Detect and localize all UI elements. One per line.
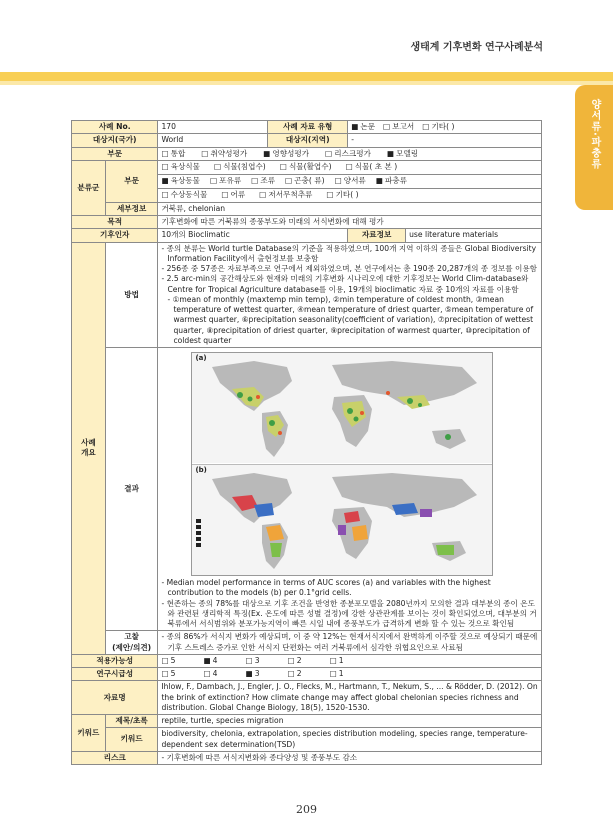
method-item: - 256종 중 57종은 자료부족으로 연구에서 제외하였으며, 본 연구에서는 총 190종 20,287개의 종 정보를 이용함 bbox=[161, 264, 538, 273]
page-header bbox=[0, 0, 613, 72]
unchecked-box-icon: □ bbox=[203, 669, 211, 678]
reference-value: Ihlow, F., Dambach, J., Engler, J. O., Flecks, M., Hartmann, T., Nekum, S., ... & Rödder, D. (2012). On the brink of extinction? How climate change may affect global chelonian species richness and distribution. Global Change Biology, 18(5), 1520-1530. bbox=[158, 681, 542, 715]
map-panel-a bbox=[192, 353, 492, 463]
checkbox-option[interactable] bbox=[383, 122, 414, 132]
checkbox-option-label: 육상동물 bbox=[170, 176, 200, 186]
checkbox-option[interactable] bbox=[285, 176, 325, 186]
case-table bbox=[71, 120, 542, 765]
checkbox-option[interactable] bbox=[376, 176, 407, 186]
checked-box-icon: ■ bbox=[203, 655, 211, 665]
checkbox-option[interactable] bbox=[330, 656, 344, 666]
checkbox-option[interactable] bbox=[161, 176, 200, 186]
checkbox-option-label: 4 bbox=[212, 669, 218, 678]
checkbox-option-label: 리스크평가 bbox=[334, 148, 371, 158]
unchecked-box-icon: □ bbox=[334, 176, 342, 186]
checkbox-option[interactable] bbox=[351, 122, 375, 132]
unchecked-box-icon: □ bbox=[161, 669, 169, 678]
checkbox-option[interactable] bbox=[203, 656, 217, 666]
checkbox-option-label: 영향성평가 bbox=[272, 148, 310, 158]
unchecked-box-icon: □ bbox=[285, 176, 293, 186]
checkbox-option[interactable] bbox=[335, 176, 366, 186]
keywords-kw-label: 키워드 bbox=[105, 728, 158, 752]
checkbox-option-label: 식물(침엽수) bbox=[223, 162, 266, 172]
checked-box-icon: ■ bbox=[263, 148, 271, 158]
unchecked-box-icon: □ bbox=[161, 655, 169, 665]
unchecked-box-icon: □ bbox=[161, 148, 169, 158]
region-value: - bbox=[348, 134, 542, 147]
checkbox-option-label: 1 bbox=[338, 669, 344, 678]
method-item: - 종의 분류는 World turtle Database의 기준을 적용하였으며, 100개 지역 이하의 종들은 Global Biodiversity Information Facility에서 출현정보를 보충함 bbox=[161, 243, 537, 263]
unchecked-box-icon: □ bbox=[329, 669, 337, 678]
checkbox-option[interactable] bbox=[330, 669, 344, 679]
checkbox-option-label: 4 bbox=[212, 655, 218, 665]
checkbox-option[interactable] bbox=[203, 669, 217, 679]
checkbox-option[interactable] bbox=[326, 190, 358, 200]
header-title: 생태계 기후변화 연구사례분석 bbox=[410, 42, 543, 53]
checkbox-option[interactable] bbox=[346, 162, 398, 172]
purpose-label: 목적 bbox=[72, 216, 158, 229]
unchecked-box-icon: □ bbox=[422, 122, 430, 131]
unchecked-box-icon: □ bbox=[209, 176, 218, 186]
discussion-item: - 종의 86%가 서식지 변화가 예상되며, 이 중 약 12%는 현재서식지에서 완벽하게 이주할 것으로 예상되기 때문에 기후 스트레스 증가로 인한 서식지 단편화는 여러 거북류에서 심각한 위협요인으로 사료됨 bbox=[161, 632, 538, 652]
checkbox-option-label: 3 bbox=[254, 655, 260, 665]
checkbox-option-label: 기타( ) bbox=[335, 190, 359, 200]
result-figure bbox=[191, 352, 493, 576]
checkbox-option[interactable] bbox=[259, 190, 312, 200]
reference-label: 자료명 bbox=[72, 681, 158, 715]
taxon-label: 분류군 bbox=[72, 160, 106, 215]
chapter-side-tab[interactable] bbox=[575, 85, 613, 210]
checkbox-option[interactable] bbox=[288, 669, 302, 679]
checked-box-icon: ■ bbox=[375, 176, 383, 186]
section-label: 부문 bbox=[72, 147, 158, 160]
checkbox-option-label: 5 bbox=[170, 669, 176, 678]
unchecked-box-icon: □ bbox=[287, 669, 295, 678]
purpose-value: 기후변화에 따른 거북류의 종풍부도와 미래의 서식변화에 대해 평가 bbox=[158, 216, 542, 229]
unchecked-box-icon: □ bbox=[259, 190, 267, 200]
result-item: - 현존하는 종의 78%를 대상으로 기후 조건을 반영한 종분포모델을 2080년까지 모의한 결과 대부분의 종이 온도와 관련된 생리학적 특징(Ex. 온도에 따른 성별 결정)에 강한 상관관계를 보이는 것이 확인되었으며, 대부분의 거북류에서 서식범위와 분포가능지역이 빠른 시일 내에 종풍부도가 급격하게 변화 할 수 있는 것으로 확인됨 bbox=[161, 598, 537, 628]
case-no-label: 사례 No. bbox=[72, 121, 158, 134]
checked-box-icon: ■ bbox=[161, 176, 169, 186]
checkbox-option-label: 식물( 초 본 ) bbox=[354, 162, 398, 172]
climate-factor-label: 기후인자 bbox=[72, 229, 158, 242]
keywords-title-label: 제목/초록 bbox=[105, 715, 158, 728]
unchecked-box-icon: □ bbox=[201, 148, 209, 158]
method-label: 방법 bbox=[105, 242, 158, 348]
checkbox-option[interactable] bbox=[201, 149, 247, 159]
checkbox-option[interactable] bbox=[280, 162, 332, 172]
keywords-title-value: reptile, turtle, species migration bbox=[158, 715, 542, 728]
unchecked-box-icon: □ bbox=[245, 655, 253, 665]
unchecked-box-icon: □ bbox=[221, 190, 229, 200]
overview-label: 사례 개요 bbox=[72, 242, 106, 654]
method-item: - ①mean of monthly (maxtemp min temp), ②min temperature of coldest month, ③mean temperature of wettest quarter, ④mean temperature of driest quarter, ⑤mean temperature of warmest quarter, ⑥precipitation seasonality(coefficient of variation), ⑦precipitation of wettest quarter, ⑧precipitation of driest quarter, ⑨precipitation of warmest quarter, ⑩precipitation of coldest quarter bbox=[167, 294, 534, 345]
urgency-label: 연구시급성 bbox=[72, 668, 158, 681]
taxon-row-1 bbox=[158, 160, 542, 174]
checkbox-option[interactable] bbox=[325, 149, 371, 159]
checkbox-option[interactable] bbox=[246, 669, 260, 679]
header-stripe bbox=[0, 72, 613, 81]
checkbox-option-label: 파충류 bbox=[384, 176, 407, 186]
checkbox-option[interactable] bbox=[161, 149, 185, 159]
urgency-options bbox=[158, 668, 542, 681]
checkbox-option[interactable] bbox=[161, 656, 175, 666]
checkbox-option-label: 어류 bbox=[230, 190, 246, 200]
header-stripe-light bbox=[0, 81, 613, 85]
checked-box-icon: ■ bbox=[351, 122, 359, 131]
checkbox-option-label: 조류 bbox=[260, 176, 276, 186]
checkbox-option[interactable] bbox=[210, 176, 241, 186]
unchecked-box-icon: □ bbox=[279, 162, 287, 172]
section-options bbox=[158, 147, 542, 160]
unchecked-box-icon: □ bbox=[325, 148, 333, 158]
taxon-sub-label: 부문 bbox=[105, 160, 158, 202]
unchecked-box-icon: □ bbox=[383, 122, 391, 131]
checkbox-option[interactable] bbox=[246, 656, 260, 666]
checkbox-option-label: 논문 bbox=[360, 122, 376, 131]
world-map-auc bbox=[192, 353, 492, 463]
unchecked-box-icon: □ bbox=[213, 162, 222, 172]
keywords-label: 키워드 bbox=[72, 715, 106, 752]
checkbox-option-label: 통합 bbox=[170, 148, 186, 158]
method-item: - 2.5 arc-min의 공간해상도와 현재와 미래의 기후변화 시나리오에 대한 기후정보는 World Clim-database와 Centre for Tropical Agriculture database를 이용, 19개의 bioclimatic 자료 중 10개의 자료를 이용함 bbox=[161, 274, 529, 294]
checkbox-option-label: 곤충( 류) bbox=[294, 176, 325, 186]
taxon-row-3 bbox=[158, 188, 542, 202]
checkbox-option-label: 2 bbox=[296, 669, 302, 678]
data-info-value: use literature materials bbox=[406, 229, 542, 242]
taxon-detail-value: 거북류, chelonian bbox=[158, 202, 542, 215]
checkbox-option-label: 3 bbox=[254, 669, 260, 678]
keywords-kw-value: biodiversity, chelonia, extrapolation, species distribution modeling, species range, temperature-dependent sex determination(TSD) bbox=[158, 728, 542, 752]
data-type-options bbox=[348, 121, 542, 134]
risk-label: 리스크 bbox=[72, 751, 158, 764]
checkbox-option[interactable] bbox=[422, 122, 454, 132]
unchecked-box-icon: □ bbox=[161, 190, 169, 200]
checkbox-option-label: 2 bbox=[296, 655, 302, 665]
checkbox-option[interactable] bbox=[251, 176, 275, 186]
unchecked-box-icon: □ bbox=[287, 655, 295, 665]
case-no-value: 170 bbox=[158, 121, 268, 134]
checkbox-option-label: 보고서 bbox=[392, 122, 415, 131]
climate-factor-value: 10개의 Bioclimatic bbox=[158, 229, 348, 242]
map-panel-b bbox=[192, 464, 492, 575]
discussion-label: 고찰 (제안/의견) bbox=[105, 631, 158, 655]
result-item: - Median model performance in terms of AUC scores (a) and variables with the highest contribution to the models (b) per 0.1°grid cells. bbox=[161, 578, 491, 598]
taxon-detail-label: 세부정보 bbox=[105, 202, 158, 215]
world-map-variables bbox=[192, 465, 492, 575]
country-value: World bbox=[158, 134, 268, 147]
map-b-label: (b) bbox=[195, 466, 207, 474]
checkbox-option[interactable] bbox=[288, 656, 302, 666]
checkbox-option-label: 저서무척추류 bbox=[268, 190, 313, 200]
checked-box-icon: ■ bbox=[386, 148, 395, 158]
unchecked-box-icon: □ bbox=[326, 190, 334, 200]
checkbox-option-label: 모델링 bbox=[396, 148, 419, 158]
checkbox-option[interactable] bbox=[221, 190, 245, 200]
checked-box-icon: ■ bbox=[245, 669, 253, 678]
checkbox-option-label: 수상동식물 bbox=[170, 190, 208, 200]
discussion-content bbox=[158, 631, 542, 655]
checkbox-option[interactable] bbox=[263, 149, 309, 159]
checkbox-option-label: 육상식물 bbox=[170, 162, 200, 172]
region-label: 대상지(지역) bbox=[268, 134, 348, 147]
data-type-label: 사례 자료 유형 bbox=[268, 121, 348, 134]
checkbox-option[interactable] bbox=[161, 190, 207, 200]
checkbox-option-label: 양서류 bbox=[343, 176, 366, 186]
checkbox-option[interactable] bbox=[214, 162, 266, 172]
result-label: 결과 bbox=[105, 348, 158, 631]
risk-value: - 기후변화에 따른 서식지변화와 종다양성 및 종풍부도 감소 bbox=[158, 751, 542, 764]
taxon-row-2 bbox=[158, 174, 542, 188]
applicability-label: 적용가능성 bbox=[72, 654, 158, 667]
map-a-label: (a) bbox=[195, 354, 207, 362]
applicability-options bbox=[158, 654, 542, 667]
checkbox-option[interactable] bbox=[161, 162, 200, 172]
page-number: 209 bbox=[296, 803, 317, 816]
unchecked-box-icon: □ bbox=[161, 162, 169, 172]
checkbox-option-label: 1 bbox=[338, 655, 344, 665]
checkbox-option-label: 5 bbox=[170, 655, 176, 665]
unchecked-box-icon: □ bbox=[251, 176, 259, 186]
checkbox-option[interactable] bbox=[161, 669, 175, 679]
side-tab-label: 양서류·파충류 bbox=[589, 99, 600, 170]
country-label: 대상지(국가) bbox=[72, 134, 158, 147]
checkbox-option-label: 포유류 bbox=[219, 176, 242, 186]
unchecked-box-icon: □ bbox=[329, 655, 337, 665]
checkbox-option-label: 기타( ) bbox=[431, 122, 455, 131]
checkbox-option-label: 식물(활엽수) bbox=[288, 162, 332, 172]
data-info-label: 자료정보 bbox=[348, 229, 406, 242]
result-content bbox=[158, 348, 542, 631]
checkbox-option-label: 취약성평가 bbox=[210, 148, 248, 158]
unchecked-box-icon: □ bbox=[345, 162, 353, 172]
checkbox-option[interactable] bbox=[387, 149, 418, 159]
method-content bbox=[158, 242, 542, 348]
